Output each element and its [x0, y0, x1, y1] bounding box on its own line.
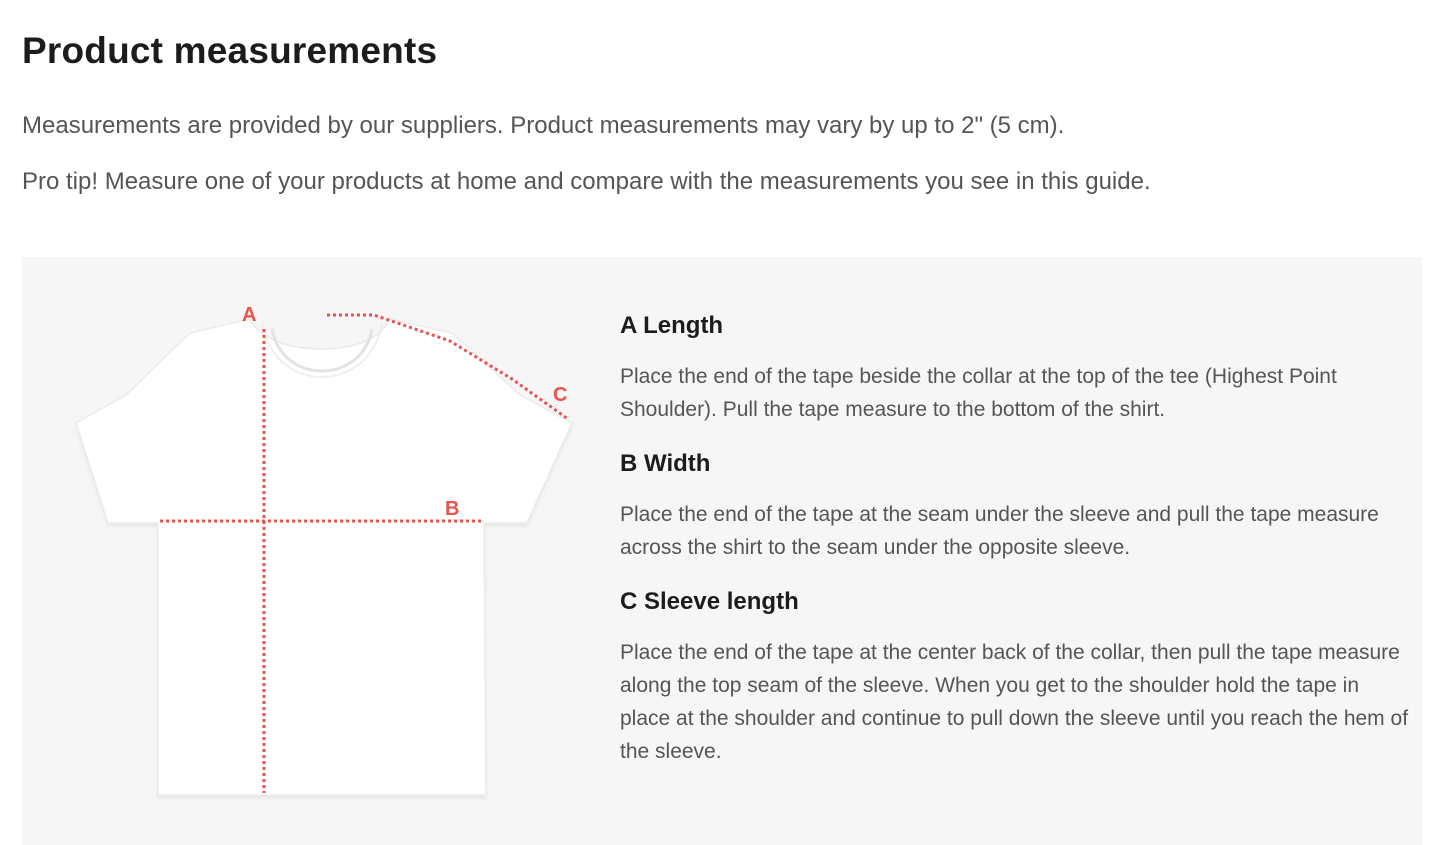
page-title: Product measurements: [22, 30, 438, 71]
step-description: Place the end of the tape at the seam under the sleeve and pull the tape measure across the shirt to the seam under the opposite sleeve.: [620, 503, 1379, 559]
label-a: A: [242, 304, 257, 326]
label-c: C: [553, 384, 568, 406]
step-title: B Width: [620, 450, 711, 477]
step-title: C Sleeve length: [620, 588, 799, 615]
label-b: B: [445, 498, 460, 520]
measurement-guide-panel: [22, 257, 1422, 845]
step-sleeve-length: [620, 588, 1410, 768]
step-width: [620, 450, 1410, 564]
intro-pro-tip: Pro tip! Measure one of your products at home and compare with the measurements you see in this guide.: [22, 168, 1151, 195]
t-shirt-illustration: [72, 297, 582, 807]
intro-disclaimer: Measurements are provided by our suppliers. Product measurements may vary by up to 2" (5 cm).: [22, 112, 1065, 139]
step-description: Place the end of the tape beside the collar at the top of the tee (Highest Point Shoulder). Pull the tape measure to the bottom of the shirt.: [620, 365, 1337, 421]
step-length: [620, 312, 1410, 426]
step-title: A Length: [620, 312, 724, 339]
t-shirt-icon: [76, 319, 572, 795]
step-description: Place the end of the tape at the center back of the collar, then pull the tape measure along the top seam of the sleeve. When you get to the shoulder hold the tape in place at the shoulder and continue to pull down the sleeve until you reach the hem of the sleeve.: [620, 641, 1409, 763]
t-shirt-diagram: [72, 297, 582, 807]
measurement-instructions: [620, 312, 1410, 768]
